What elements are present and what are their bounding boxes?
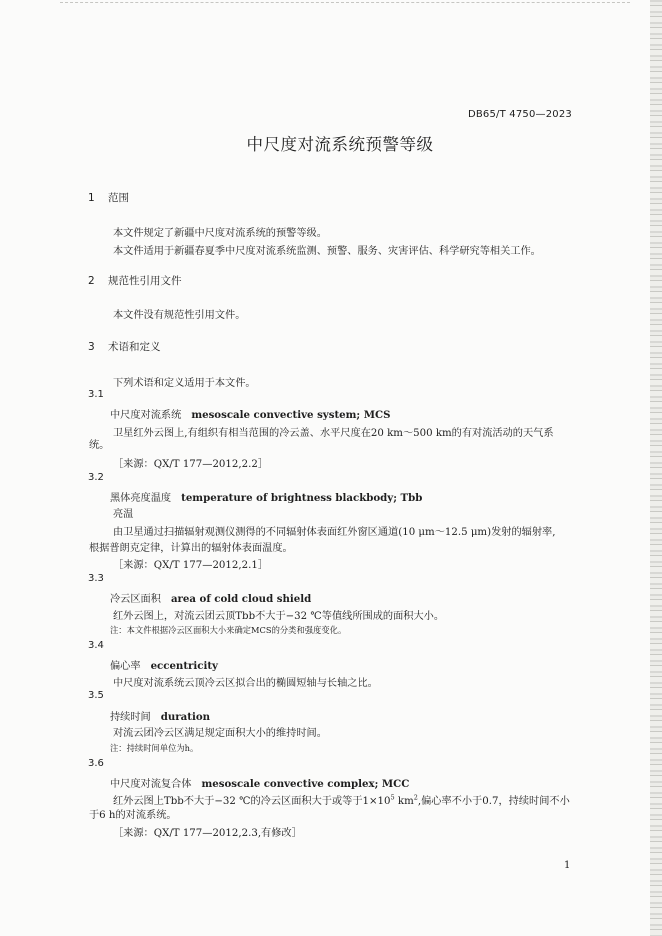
term-3-3-heading bbox=[110, 590, 311, 605]
scan-binding-edge bbox=[650, 0, 662, 936]
term-en: duration bbox=[160, 711, 211, 723]
term-3-6-definition-line-1 bbox=[113, 792, 570, 807]
definition-text: ,偏心率不小于0.7，持续时间不小 bbox=[417, 796, 570, 807]
section-1-heading bbox=[88, 190, 129, 205]
page-number: 1 bbox=[564, 860, 571, 871]
term-3-1-definition-line-1: 卫星红外云图上,有组织有相当范围的冷云盖、水平尺度在20 km～500 km的有对流活动的天气系 bbox=[113, 428, 554, 439]
term-3-1-heading bbox=[110, 406, 390, 421]
term-3-5-heading bbox=[110, 708, 210, 723]
term-3-2-heading bbox=[110, 489, 422, 504]
term-3-2-number: 3.2 bbox=[88, 472, 104, 483]
term-zh: 持续时间 bbox=[110, 712, 151, 723]
term-3-3-number: 3.3 bbox=[88, 573, 104, 584]
term-3-1-number: 3.1 bbox=[88, 389, 104, 400]
term-zh: 冷云区面积 bbox=[110, 594, 161, 605]
term-3-1-source: ［来源：QX/T 177—2012,2.2］ bbox=[113, 459, 269, 470]
definition-text: km bbox=[394, 796, 414, 807]
term-3-6-heading bbox=[110, 775, 409, 790]
term-3-6-source: ［来源：QX/T 177—2012,2.3,有修改］ bbox=[113, 828, 302, 839]
term-zh: 中尺度对流复合体 bbox=[110, 779, 192, 790]
section-1-para-1: 本文件规定了新疆中尺度对流系统的预警等级。 bbox=[113, 228, 327, 239]
section-number: 1 bbox=[88, 192, 95, 204]
term-zh: 黑体亮度温度 bbox=[110, 493, 172, 504]
term-en: mesoscale convective complex; MCC bbox=[201, 778, 410, 790]
section-2-para-1: 本文件没有规范性引用文件。 bbox=[113, 310, 246, 321]
term-3-2-definition-line-1: 由卫星通过扫描辐射观测仪测得的不同辐射体表面红外窗区通道(10 μm～12.5 μm)发射的辐射率, bbox=[113, 527, 556, 538]
section-3-intro: 下列术语和定义适用于本文件。 bbox=[113, 378, 256, 389]
term-en: mesoscale convective system; MCS bbox=[191, 409, 391, 421]
term-3-2-alias: 亮温 bbox=[113, 509, 134, 520]
term-3-6-definition-line-2: 于6 h的对流系统。 bbox=[89, 810, 177, 821]
scan-top-line bbox=[60, 2, 630, 4]
term-en: eccentricity bbox=[150, 660, 218, 672]
term-3-5-definition-line-1: 对流云团冷云区满足规定面积大小的维持时间。 bbox=[113, 728, 327, 739]
section-3-heading bbox=[88, 339, 161, 354]
section-title: 范围 bbox=[108, 192, 129, 204]
term-3-5-number: 3.5 bbox=[88, 690, 104, 701]
term-en: area of cold cloud shield bbox=[170, 593, 312, 605]
document-title: 中尺度对流系统预警等级 bbox=[246, 135, 434, 154]
section-number: 3 bbox=[88, 341, 95, 353]
term-3-4-definition-line-1: 中尺度对流系统云顶冷云区拟合出的椭圆短轴与长轴之比。 bbox=[113, 678, 378, 689]
term-en: temperature of brightness blackbody; Tbb bbox=[181, 492, 423, 504]
term-3-2-definition-line-2: 根据普朗克定律，计算出的辐射体表面温度。 bbox=[89, 543, 293, 554]
term-3-4-heading bbox=[110, 657, 218, 672]
term-3-4-number: 3.4 bbox=[88, 640, 104, 651]
term-3-3-note: 注：本文件根据冷云区面积大小来确定MCS的分类和强度变化。 bbox=[110, 625, 347, 635]
definition-text: 红外云图上Tbb不大于−32 ℃的冷云区面积大于或等于1×10 bbox=[113, 796, 391, 807]
term-3-1-definition-line-2: 统。 bbox=[89, 440, 110, 451]
term-3-5-note: 注：持续时间单位为h。 bbox=[110, 743, 199, 753]
term-3-6-number: 3.6 bbox=[88, 758, 104, 769]
section-2-heading bbox=[88, 273, 182, 288]
term-zh: 偏心率 bbox=[110, 661, 141, 672]
section-title: 术语和定义 bbox=[108, 341, 161, 353]
superscript: 2 bbox=[413, 793, 418, 802]
term-3-2-source: ［来源：QX/T 177—2012,2.1］ bbox=[113, 560, 269, 571]
section-1-para-2: 本文件适用于新疆春夏季中尺度对流系统监测、预警、服务、灾害评估、科学研究等相关工作。 bbox=[113, 246, 541, 257]
section-title: 规范性引用文件 bbox=[108, 275, 182, 287]
superscript: 5 bbox=[390, 793, 395, 802]
standard-code: DB65/T 4750—2023 bbox=[467, 109, 572, 120]
term-3-3-definition-line-1: 红外云图上，对流云团云顶Tbb不大于−32 ℃等值线所围成的面积大小。 bbox=[113, 611, 445, 622]
section-number: 2 bbox=[88, 275, 95, 287]
term-zh: 中尺度对流系统 bbox=[110, 410, 182, 421]
